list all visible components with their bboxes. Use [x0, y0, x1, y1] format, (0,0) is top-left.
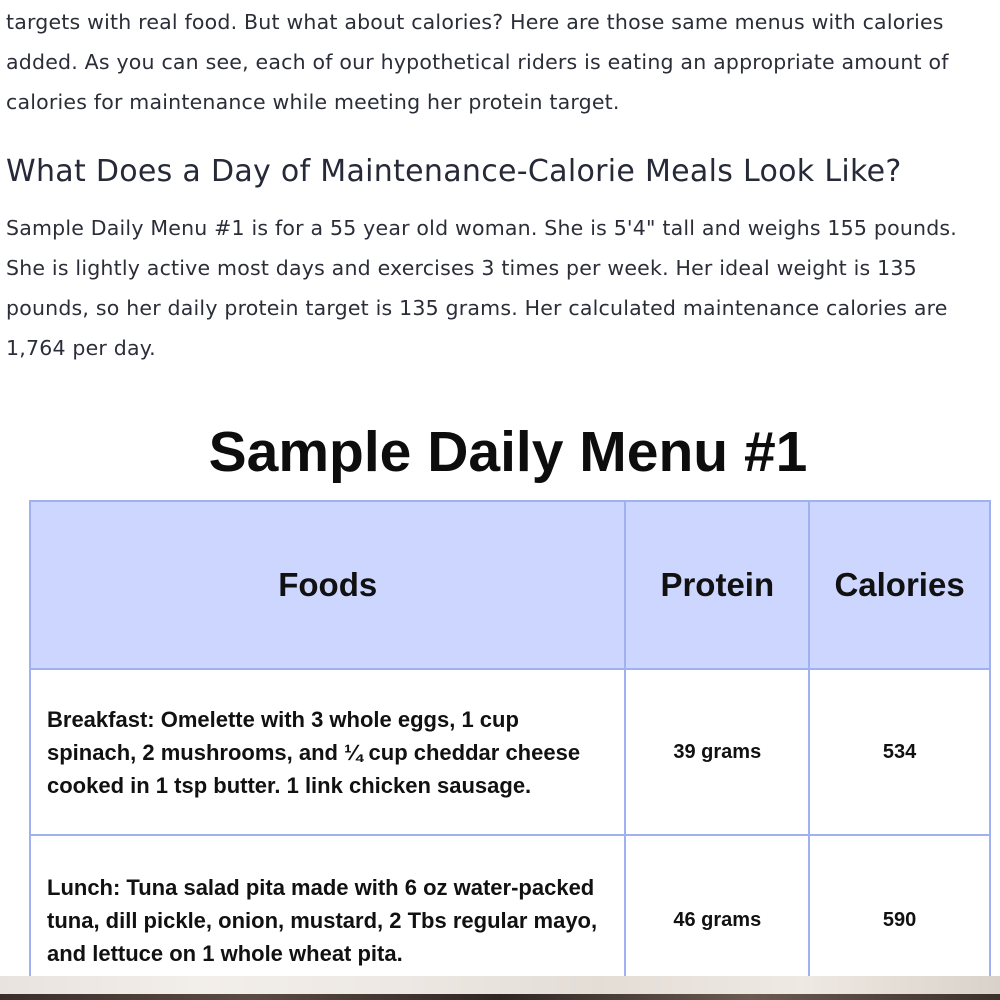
table-header-row: [30, 501, 990, 669]
calories-cell: 534: [809, 669, 990, 835]
column-header-calories: Calories: [809, 501, 990, 669]
food-cell: Lunch: Tuna salad pita made with 6 oz water-packed tuna, dill pickle, onion, mustard, 2 Tbs regular mayo, and lettuce on 1 whole wheat pita.: [30, 835, 625, 1000]
menu-table-title: Sample Daily Menu #1: [208, 420, 808, 484]
column-header-protein: Protein: [625, 501, 809, 669]
food-cell: Breakfast: Omelette with 3 whole eggs, 1 cup spinach, 2 mushrooms, and ¼ cup cheddar cheese cooked in 1 tsp butter. 1 link chicken sausage.: [30, 669, 625, 835]
column-header-foods: Foods: [30, 501, 625, 669]
protein-cell: 39 grams: [625, 669, 809, 835]
section-heading: What Does a Day of Maintenance-Calorie Meals Look Like?: [6, 154, 902, 189]
menu-description-paragraph: Sample Daily Menu #1 is for a 55 year old woman. She is 5'4" tall and weighs 155 pounds. She is lightly active most days and exercises 3 times per week. Her ideal weight is 135 pounds, so her daily protein target is 135 grams. Her calculated maintenance calories are 1,764 per day.: [6, 216, 958, 360]
table-row: [30, 669, 990, 835]
intro-paragraph: targets with real food. But what about calories? Here are those same menus with calories added. As you can see, each of our hypothetical riders is eating an appropriate amount of calories for maintenance while meeting her protein target.: [6, 10, 949, 114]
protein-cell: 46 grams: [625, 835, 809, 1000]
page-bottom-image-edge: [0, 994, 1000, 1000]
sample-menu-table: [29, 500, 991, 1000]
calories-cell: 590: [809, 835, 990, 1000]
